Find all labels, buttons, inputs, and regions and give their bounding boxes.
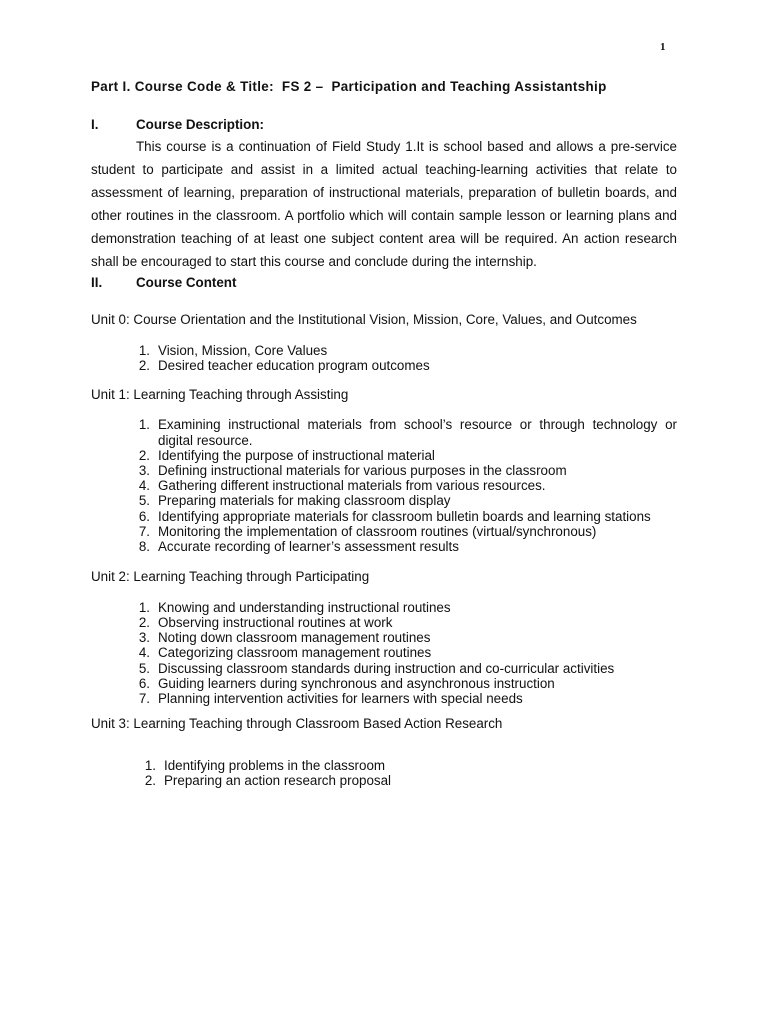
list-item: 1. Examining instructional materials from school’s resource or through technology or digital resource. [138, 417, 677, 448]
unit-0-list [91, 343, 677, 373]
section-title: Course Description: [136, 117, 264, 132]
page-number: 1 [660, 41, 666, 53]
course-description: This course is a continuation of Field Study 1.It is school based and allows a pre-service student to participate and assist in a limited actual teaching-learning activities that relate to assessment of learning, preparation of instructional materials, preparation of bulletin boards, and other routines in the classroom. A portfolio which will contain sample lesson or learning plans and demonstration teaching of at least one subject content area will be required. An action research shall be encouraged to start this course and conclude during the internship. [91, 139, 677, 269]
unit-1-title: Unit 1: Learning Teaching through Assisting [91, 386, 349, 402]
list-item: 2. Identifying the purpose of instructional material [138, 447, 435, 463]
list-item: 1. Vision, Mission, Core Values [138, 342, 328, 358]
course-title [91, 78, 677, 96]
unit-1-list [91, 417, 677, 554]
list-item: 4. Categorizing classroom management routines [138, 645, 432, 661]
unit-0-title: Unit 0: Course Orientation and the Institutional Vision, Mission, Core, Values, and Outcomes [91, 312, 637, 327]
list-item: 3. Defining instructional materials for various purposes in the classroom [138, 463, 567, 479]
list-item: 2. Observing instructional routines at work [138, 614, 393, 630]
list-item: 7. Monitoring the implementation of classroom routines (virtual/synchronous) [138, 523, 597, 539]
unit-3-title: Unit 3: Learning Teaching through Classroom Based Action Research [91, 716, 503, 732]
list-item: 6. Identifying appropriate materials for classroom bulletin boards and learning stations [138, 508, 651, 524]
list-item: 3. Noting down classroom management routines [138, 630, 431, 646]
list-item: 5. Discussing classroom standards during instruction and co-curricular activities [138, 660, 615, 676]
section-heading-content [91, 274, 677, 292]
list-item: 8. Accurate recording of learner’s assessment results [138, 539, 459, 555]
document-body [91, 78, 677, 788]
unit-3-list [91, 758, 677, 788]
course-code: FS 2 – [281, 79, 324, 94]
unit-2-title: Unit 2: Learning Teaching through Participating [91, 569, 370, 585]
section-number: II. [91, 275, 103, 290]
section-title: Course Content [136, 275, 237, 290]
list-item: 5. Preparing materials for making classroom display [138, 493, 451, 509]
list-item: 7. Planning intervention activities for learners with special needs [138, 690, 523, 706]
part-title: Part I. Course Code & Title: [91, 79, 274, 94]
list-item: 1. Identifying problems in the classroom [144, 757, 386, 773]
course-name: Participation and Teaching Assistantship [331, 79, 607, 94]
section-number: I. [91, 117, 99, 132]
list-item: 4. Gathering different instructional materials from various resources. [138, 478, 546, 494]
list-item: 6. Guiding learners during synchronous and asynchronous instruction [138, 675, 555, 691]
list-item: 2. Preparing an action research proposal [144, 772, 392, 788]
list-item: 2. Desired teacher education program outcomes [138, 357, 430, 373]
list-item: 1. Knowing and understanding instructional routines [138, 599, 451, 615]
unit-2-list [91, 600, 677, 706]
section-heading-description [91, 116, 677, 134]
